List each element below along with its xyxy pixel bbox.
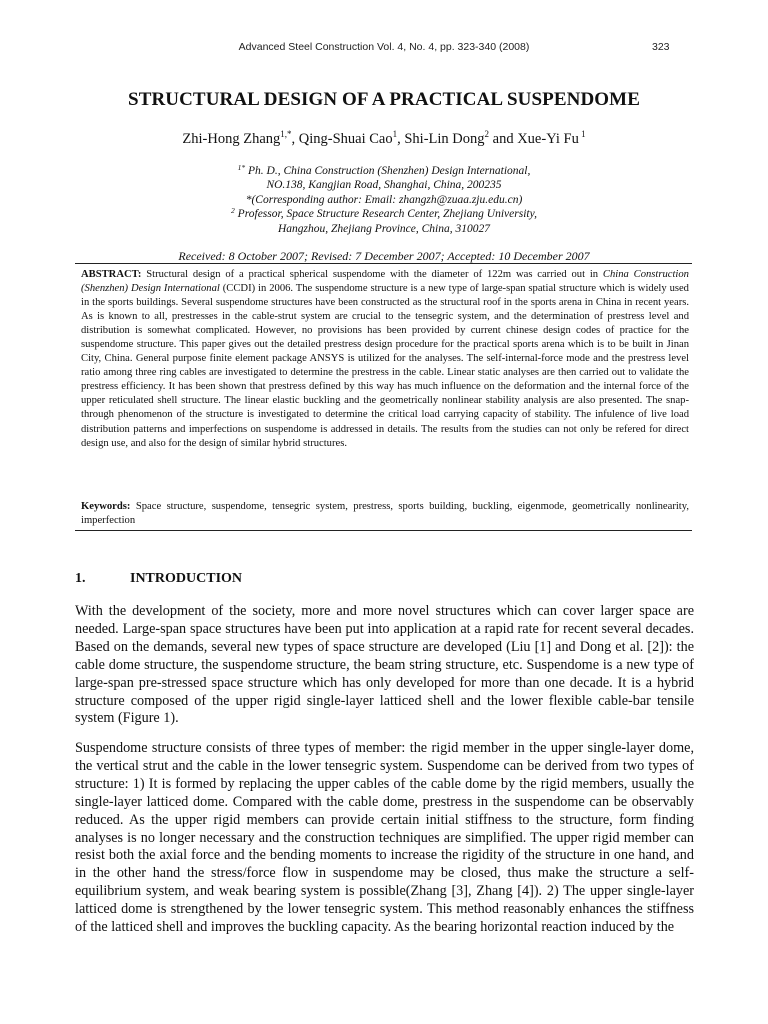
author-name: Xue-Yi Fu [517,131,579,147]
received-dates: Received: 8 October 2007; Revised: 7 December 2007; Accepted: 10 December 2007 [178,249,590,263]
body-paragraph: With the development of the society, more and more novel structures which can cover larger space are needed. Large-span space structures have been put into application at a rapid rate for recent several decades. Based on the demands, several new types of space structure are developed (Liu [1] and Dong et al. [2]): the cable dome structure, the suspendome structure, the beam string structure, etc. Suspendome is a new type of large-span pre-stressed space structure which has only developed for more than one decade. It is a hybrid structure composed of the upper rigid single-layer latticed shell and the lower flexible cable-bar tensile system (Figure 1). [75,603,694,727]
abstract-text: Structural design of a practical spherical suspendome with the diameter of 122m was carried out in [141,269,603,280]
affiliation-mark: 2 [231,206,235,216]
author-name: Qing-Shuai Cao [298,131,393,147]
running-header [0,41,768,57]
author-name: Zhi-Hong Zhang [182,131,281,147]
author-affiliation-mark: 2 [484,129,490,139]
affiliation-2 [0,207,768,221]
affiliation-mark: 1* [237,163,246,172]
abstract-organization: China Construction (Shenzhen) Design International [81,269,689,295]
author-affiliation-mark: 1,* [280,129,292,139]
body-paragraph: Suspendome structure consists of three types of member: the rigid member in the upper single-layer dome, the vertical strut and the cable in the lower tensegric system. Suspendome can be derived from two types of structure: 1) It is formed by replacing the upper cables of the cable dome by the rigid members, usually the single-layer latticed dome. Compared with the cable dome, prestress in the suspendome can be observably reduced. As the upper rigid members can provide certain initial stiffness to the structure, form finding analyses is no longer necessary and the construction techniques are simplified. The upper rigid member can resist both the axial force and the bending moments to increase the rigidity of the structure in one hand, and in the other hand the stress/force flow in suspendome may be closed, thus make the structure a self-equilibrium system, and weak bearing system is possible(Zhang [3], Zhang [4]). 2) The upper single-layer latticed dome is strengthened by the lower tensegric system. This method reasonably enhances the stiffness of the latticed shell and improves the buckling capacity. As the bearing horizontal reaction induced by the [75,740,694,936]
abstract-text: (CCDI) in 2006. The suspendome structure is a new type of large-span spatial structure which is widely used in the sports buildings. Several suspendome structures have been constructed as the structural roof in the sports arena in China in recent years. As is known to all, prestresses in the cable-strut system are crucial to the tensegric system, and the determination of prestress level and distribution is somewhat complicated. However, no provisions has been provided by current chinese design codes of practice for the suspendome structure. This paper gives out the detailed prestress design procedure for the practical sports arena which is to be built in Jinan City, China. General purpose finite element package ANSYS is utilized for the analyses. The self-internal-force mode and the prestress level ratio among three ring cables are investigated to determine the prestress in the cable. Linear static analyses are then carried out to validate the prestress efficiency. It has been shown that prestress defined by this way has much influence on the deformation and the internal force of the upper reticulated shell structure. The linear elastic buckling and the geometrically nonlinear stability analysis are also presented. The snap-through phenomenon of the structure is investigated to determine the critical load carrying capacity of stability. The infulence of live load distribution patterns and imperfections on suspendome is addressed in details. The results from the studies can not only be refered for direct design use, and also for the design of similar hybrid structures. [81,283,689,449]
section-title: INTRODUCTION [130,571,243,586]
author-separator: , [291,131,299,147]
author-affiliation-mark: 1 [578,129,586,139]
keywords-label: Keywords: [81,501,131,512]
paper-title: STRUCTURAL DESIGN OF A PRACTICAL SUSPENDOME [128,89,640,110]
author-separator: , [397,131,405,147]
keywords [81,500,689,528]
corresponding-author: *(Corresponding author: Email: zhangzh@zuaa.zju.edu.cn) [245,193,523,206]
keywords-text: Space structure, suspendome, tensegric system, prestress, sports building, buckling, eigenmode, geometrically nonlinearity, imperfection [81,501,689,527]
affiliation-text: Ph. D., China Construction (Shenzhen) Design International, [245,165,531,177]
author-name: Shi-Lin Dong [404,131,485,147]
page-number: 323 [652,41,670,53]
affiliations [0,164,768,236]
affiliation-text: Professor, Space Structure Research Center, Zhejiang University, [234,208,537,221]
section-number: 1. [75,571,86,586]
abstract [81,268,689,451]
author-separator: and [489,131,518,147]
author-affiliation-mark: 1 [392,129,398,139]
affiliation-2-address: Hangzhou, Zhejiang Province, China, 310027 [278,222,490,235]
journal-citation: Advanced Steel Construction Vol. 4, No. 4, pp. 323-340 (2008) [238,41,530,53]
author-list [0,131,768,148]
abstract-label: ABSTRACT: [81,269,142,280]
affiliation-1-address: NO.138, Kangjian Road, Shanghai, China, 200235 [266,179,502,192]
affiliation-1 [0,164,768,178]
